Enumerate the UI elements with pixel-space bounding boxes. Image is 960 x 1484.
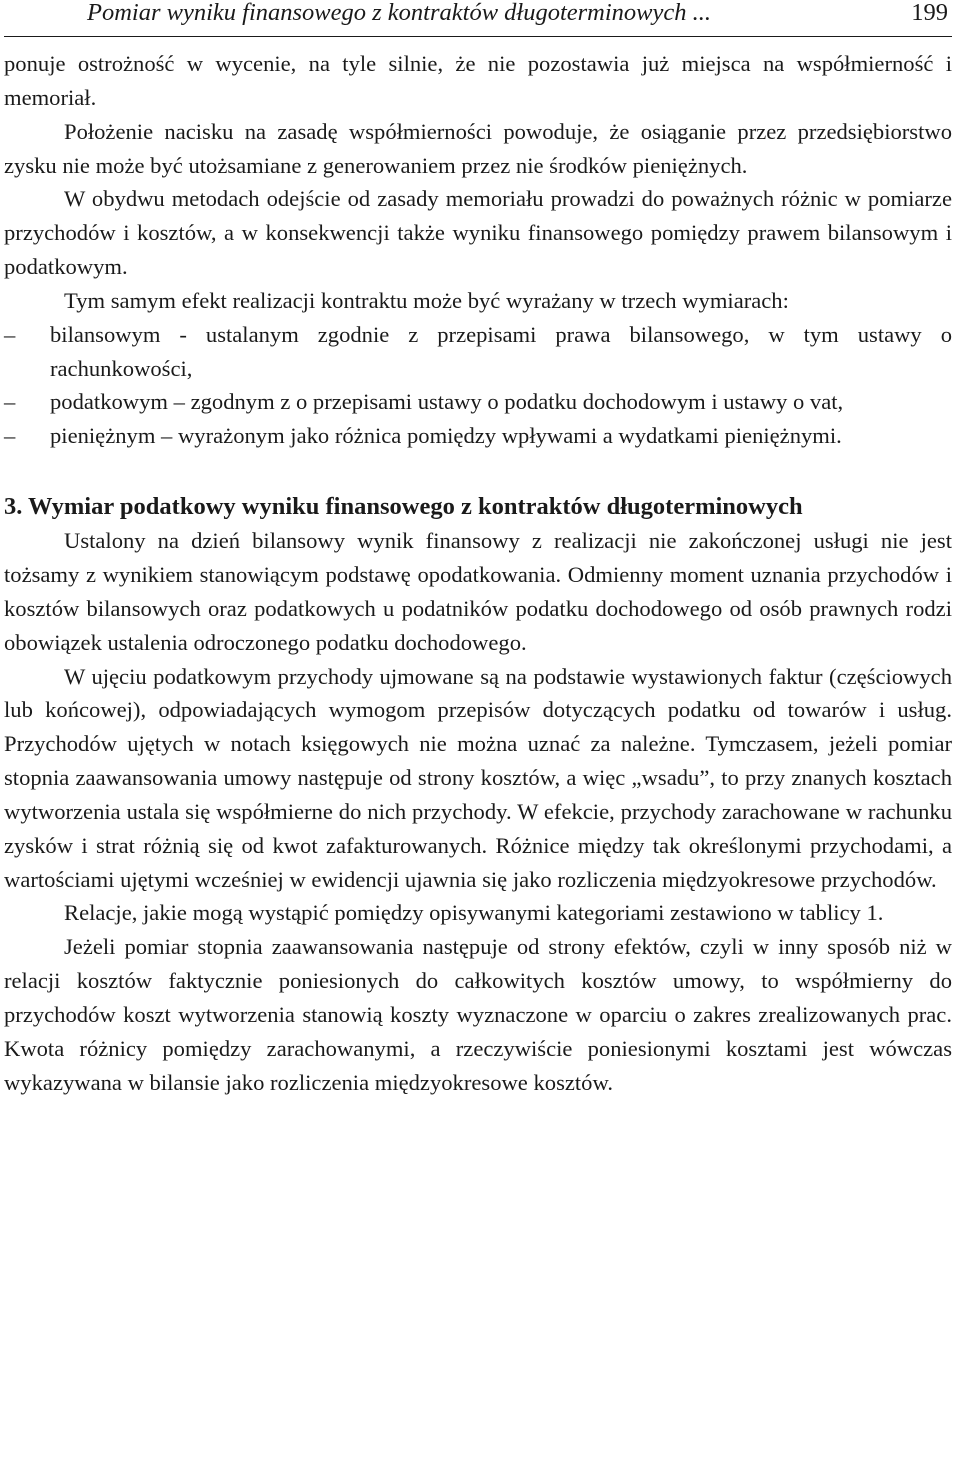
paragraph-continuation: ponuje ostrożność w wycenie, na tyle silnie, że nie pozostawia już miejsca na współmierność i memoriał. [4, 51, 952, 110]
dash-marker: – [4, 389, 16, 415]
running-header-title: Pomiar wyniku finansowego z kontraktów długoterminowych ... [87, 0, 712, 26]
paragraph: Tym samym efekt realizacji kontraktu może być wyrażany w trzech wymiarach: [64, 287, 789, 313]
dash-marker: – [4, 321, 16, 347]
section-heading: 3. Wymiar podatkowy wyniku finansowego z kontraktów długoterminowych [4, 493, 803, 521]
paragraph: Położenie nacisku na zasadę współmierności powoduje, że osiąganie przez przedsiębiorstwo zysku nie może być utożsamiane z generowaniem przez nie środków pieniężnych. [4, 118, 952, 178]
section-spacer [4, 453, 952, 489]
running-header [0, 0, 960, 40]
paragraph: Relacje, jakie mogą wystąpić pomiędzy opisywanymi kategoriami zestawiono w tablicy 1. [64, 900, 884, 926]
body-text [4, 47, 952, 1099]
list-item-text: bilansowym - ustalanym zgodnie z przepisami prawa bilansowego, w tym ustawy o rachunkowości, [50, 321, 952, 381]
page-number: 199 [911, 0, 948, 26]
paragraph: W obydwu metodach odejście od zasady memoriału prowadzi do poważnych różnic w pomiarze przychodów i kosztów, a w konsekwencji także wyniku finansowego pomiędzy prawem bilansowym i podatkowym. [4, 186, 952, 280]
list-item-text: podatkowym – zgodnym z o przepisami ustawy o podatku dochodowym i ustawy o vat, [50, 389, 844, 415]
dash-marker: – [4, 423, 16, 449]
list-item-text: pieniężnym – wyrażonym jako różnica pomiędzy wpływami a wydatkami pieniężnymi. [50, 423, 842, 449]
paragraph: Jeżeli pomiar stopnia zaawansowania następuje od strony efektów, czyli w inny sposób niż w relacji kosztów faktycznie poniesionych do całkowitych kosztów umowy, to współmierny do przychodów koszt wytworzenia stanowią koszty wyznaczone w oparciu o zakres zrealizowanych prac. Kwota różnicy pomiędzy zarachowanymi, a rzeczywiście poniesionymi kosztami jest wówczas wykazywana w bilansie jako rozliczenia międzyokresowe kosztów. [4, 934, 952, 1095]
list-item [4, 318, 952, 386]
list-item [4, 419, 952, 453]
dimension-list [4, 318, 952, 453]
header-rule [4, 36, 952, 37]
paragraph: W ujęciu podatkowym przychody ujmowane są na podstawie wystawionych faktur (częściowych lub końcowej), odpowiadających wymogom przepisów dotyczących podatku od towarów i usług. Przychodów ujętych w notach księgowych nie można uznać za należne. Tymczasem, jeżeli pomiar stopnia zaawansowania umowy następuje od strony kosztów, a więc „wsadu”, to przy znanych kosztach wytworzenia ustala się współmierne do nich przychody. W efekcie, przychody zarachowane w rachunku zysków i strat różnią się od kwot zafakturowanych. Różnice między tak określonymi przychodami, a wartościami ujętymi wcześniej w ewidencji ujawnia się jako rozliczenia międzyokresowe przychodów. [4, 663, 952, 892]
list-item [4, 385, 952, 419]
paragraph: Ustalony na dzień bilansowy wynik finansowy z realizacji nie zakończonej usługi nie jest tożsamy z wynikiem stanowiącym podstawę opodatkowania. Odmienny moment uznania przychodów i kosztów bilansowych oraz podatkowych u podatników podatku dochodowego od osób prawnych rodzi obowiązek ustalenia odroczonego podatku dochodowego. [4, 528, 952, 655]
